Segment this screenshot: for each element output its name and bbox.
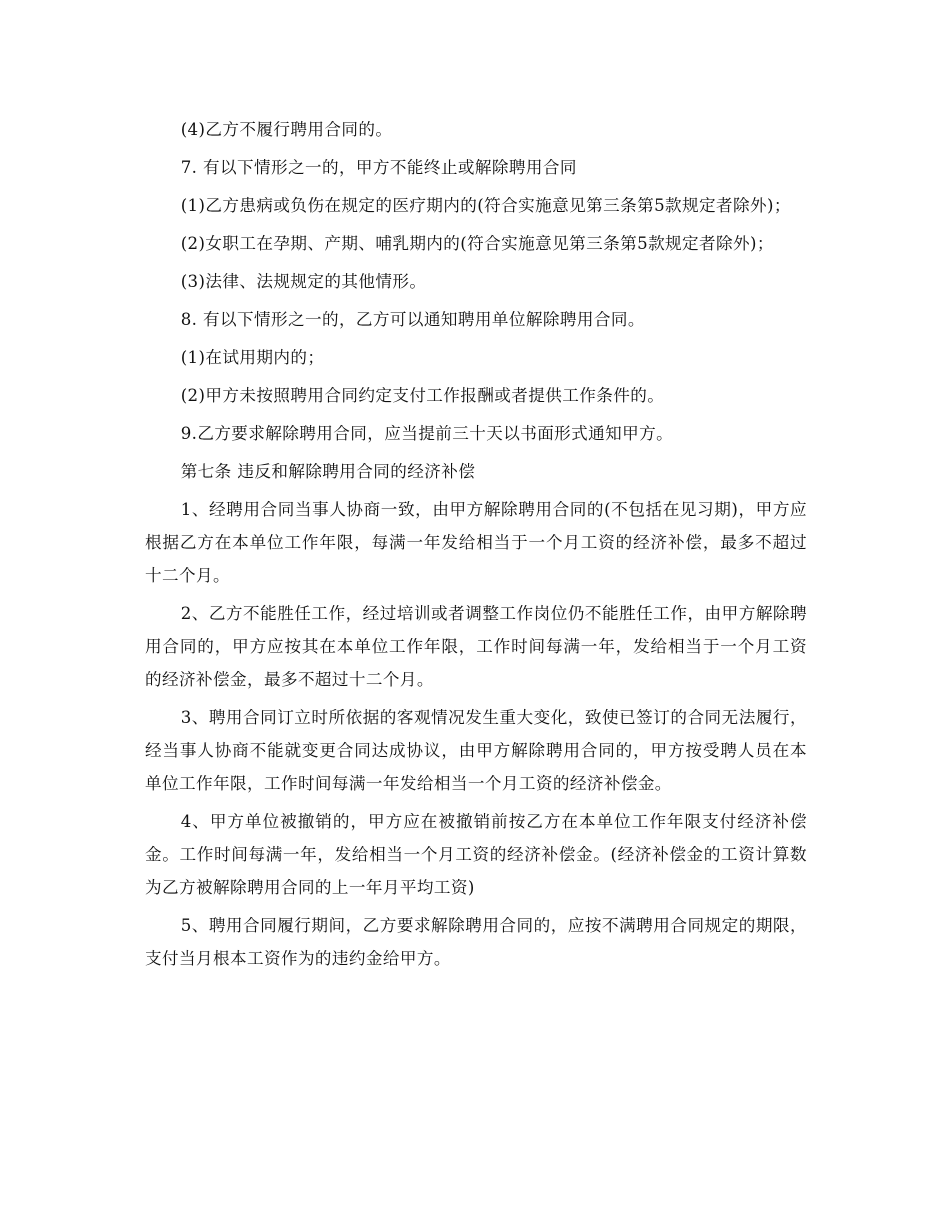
compensation-item-4: 4、甲方单位被撤销的，甲方应在被撤销前按乙方在本单位工作年限支付经济补偿金。工作时间每满一年，发给相当一个月工资的经济补偿金。(经济补偿金的工资计算数为乙方被解除聘用合同的上一年月平均工资) (145, 812, 807, 897)
compensation-item-1: 1、经聘用合同当事人协商一致，由甲方解除聘用合同的(不包括在见习期)，甲方应根据乙方在本单位工作年限，每满一年发给相当于一个月工资的经济补偿，最多不超过十二个月。 (145, 500, 807, 585)
paragraph-article-7-item-1: (1)乙方患病或负伤在规定的医疗期内的(符合实施意见第三条第5款规定者除外)； (180, 196, 791, 215)
paragraph-article-8: 8. 有以下情形之一的，乙方可以通知聘用单位解除聘用合同。 (180, 310, 645, 329)
document-page (145, 113, 807, 980)
compensation-item-2: 2、乙方不能胜任工作，经过培训或者调整工作岗位仍不能胜任工作，由甲方解除聘用合同的，甲方应按其在本单位工作年限，工作时间每满一年，发给相当于一个月工资的经济补偿金，最多不超过十二个月。 (145, 604, 807, 689)
paragraph-clause-4: (4)乙方不履行聘用合同的。 (180, 120, 393, 139)
paragraph-article-7-item-2: (2)女职工在孕期、产期、哺乳期内的(符合实施意见第三条第5款规定者除外)； (180, 234, 774, 253)
paragraph-article-9: 9.乙方要求解除聘用合同，应当提前三十天以书面形式通知甲方。 (180, 424, 674, 443)
paragraph-article-7: 7. 有以下情形之一的，甲方不能终止或解除聘用合同 (180, 158, 577, 177)
compensation-item-5: 5、聘用合同履行期间，乙方要求解除聘用合同的，应按不满聘用合同规定的期限，支付当月根本工资作为的违约金给甲方。 (145, 916, 807, 968)
paragraph-article-7-item-3: (3)法律、法规规定的其他情形。 (180, 272, 427, 291)
paragraph-article-8-item-2: (2)甲方未按照聘用合同约定支付工作报酬或者提供工作条件的。 (180, 386, 665, 405)
section-heading-article-seven: 第七条 违反和解除聘用合同的经济补偿 (180, 462, 476, 481)
paragraph-article-8-item-1: (1)在试用期内的； (180, 348, 325, 367)
compensation-item-3: 3、聘用合同订立时所依据的客观情况发生重大变化，致使已签订的合同无法履行，经当事人协商不能就变更合同达成协议，由甲方解除聘用合同的，甲方按受聘人员在本单位工作年限，工作时间每满一年发给相当一个月工资的经济补偿金。 (145, 708, 807, 793)
